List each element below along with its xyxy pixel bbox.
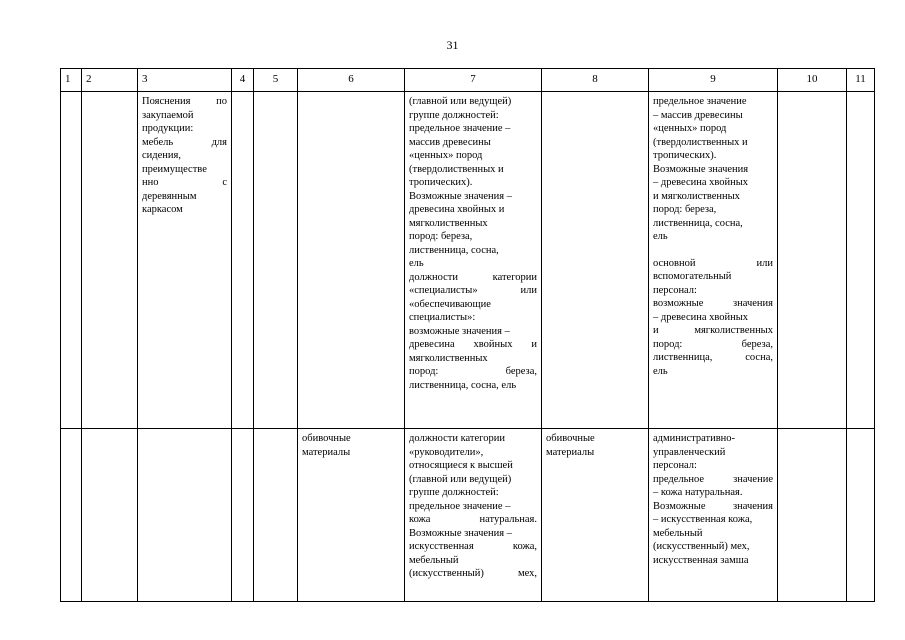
table-cell	[138, 429, 232, 602]
requirements-cell	[405, 92, 542, 429]
cell-line: сидения,	[142, 150, 181, 161]
table-cell	[61, 92, 82, 429]
cell-line: каркасом	[142, 204, 183, 215]
cell-line: пород: береза,	[409, 366, 537, 377]
cell-line: ель	[653, 231, 668, 242]
cell-line: (твердолиственных и	[409, 163, 504, 175]
column-number: 1	[61, 69, 82, 92]
table-cell	[847, 92, 875, 429]
cell-line: должности категории	[409, 433, 505, 444]
header-row	[61, 69, 875, 92]
cell-line: пород: береза,	[409, 231, 473, 242]
cell-line: искусственная кожа,	[409, 541, 537, 552]
cell-line: должности категории	[409, 271, 537, 283]
column-number: 5	[254, 69, 298, 92]
cell-line: «руководители»,	[409, 446, 484, 458]
cell-line: «обеспечивающие	[409, 298, 491, 310]
table-cell	[232, 92, 254, 429]
cell-line: – кожа натуральная.	[653, 487, 743, 498]
cell-line: деревянным	[142, 190, 197, 202]
column-number: 10	[778, 69, 847, 92]
cell-line: вспомогательный	[653, 271, 732, 282]
cell-line: (главной или ведущей)	[409, 96, 512, 107]
table-cell	[232, 429, 254, 602]
cell-line: персонал:	[653, 460, 697, 471]
cell-line: (искусственный) мех,	[653, 541, 750, 552]
column-number: 9	[649, 69, 778, 92]
cell-line: лиственница, сосна,	[653, 352, 773, 363]
cell-line: пород: береза,	[653, 204, 717, 215]
cell-line: Возможные значения –	[409, 190, 512, 202]
table-row	[61, 429, 875, 602]
cell-line: древесина хвойных и	[409, 204, 505, 215]
material-cell	[542, 429, 649, 602]
table-cell	[254, 429, 298, 602]
cell-line: лиственница, сосна, ель	[409, 379, 517, 391]
cell-line: (главной или ведущей)	[409, 473, 512, 485]
table-row	[61, 92, 875, 429]
table-cell	[847, 429, 875, 602]
cell-line: кожа натуральная.	[409, 514, 537, 525]
cell-line: специалисты»:	[409, 312, 476, 323]
cell-line: «специалисты» или	[409, 285, 537, 296]
cell-line: лиственница, сосна,	[409, 244, 499, 256]
cell-line: – древесина хвойных	[653, 311, 749, 323]
cell-line: древесина хвойных и	[409, 339, 537, 350]
cell-line: – древесина хвойных	[653, 177, 749, 188]
table-cell	[82, 92, 138, 429]
cell-line: персонал:	[653, 284, 697, 296]
cell-line: (твердолиственных и	[653, 136, 748, 148]
cell-line: Возможные значения	[653, 500, 773, 512]
cell-line: ель	[409, 258, 424, 269]
cell-line: материалы	[302, 446, 351, 458]
column-number: 8	[542, 69, 649, 92]
table-cell	[298, 92, 405, 429]
product-description-cell	[138, 92, 232, 429]
cell-line: управленческий	[653, 446, 726, 458]
cell-line: предельное значение –	[409, 123, 511, 134]
table-cell	[778, 92, 847, 429]
cell-line: мебельный	[409, 554, 459, 566]
paragraph-gap	[653, 244, 773, 257]
cell-line: Пояснения по	[142, 96, 227, 107]
cell-line: материалы	[546, 446, 595, 458]
column-number: 4	[232, 69, 254, 92]
cell-line: – искусственная кожа,	[653, 514, 753, 525]
material-cell	[298, 429, 405, 602]
table-cell	[61, 429, 82, 602]
column-number: 2	[82, 69, 138, 92]
cell-line: возможные значения –	[409, 325, 510, 337]
cell-line: основной или	[653, 257, 773, 269]
cell-line: тропических).	[409, 177, 473, 188]
cell-line: нно с	[142, 177, 227, 188]
cell-line: закупаемой	[142, 109, 194, 121]
cell-line: мебель для	[142, 136, 227, 148]
cell-line: преимуществе	[142, 163, 207, 175]
requirements-cell	[649, 92, 778, 429]
cell-line: «ценных» пород	[653, 123, 727, 134]
cell-line: лиственница, сосна,	[653, 217, 743, 229]
column-number: 3	[138, 69, 232, 92]
cell-line: – массив древесины	[653, 109, 743, 121]
cell-line: продукции:	[142, 123, 194, 134]
cell-line: относящиеся к высшей	[409, 460, 513, 471]
cell-line: предельное значение	[653, 96, 747, 107]
cell-line: Возможные значения –	[409, 527, 512, 539]
cell-line: группе должностей:	[409, 109, 499, 121]
cell-line: административно-	[653, 433, 736, 444]
page-number: 31	[446, 38, 459, 52]
column-number: 6	[298, 69, 405, 92]
cell-line: пород: береза,	[653, 338, 773, 350]
cell-line: мягколиственных	[409, 217, 488, 229]
cell-line: предельное значение –	[409, 500, 511, 512]
column-number: 7	[405, 69, 542, 92]
cell-line: и мягколиственных	[653, 190, 740, 202]
requirements-cell	[649, 429, 778, 602]
table-cell	[542, 92, 649, 429]
cell-line: обивочные	[302, 433, 351, 444]
specification-table	[60, 68, 875, 602]
table-cell	[254, 92, 298, 429]
cell-line: искусственная замша	[653, 554, 749, 566]
cell-line: ель	[653, 365, 668, 377]
cell-line: мягколиственных	[409, 352, 488, 364]
cell-line: мебельный	[653, 527, 703, 539]
cell-line: массив древесины	[409, 136, 491, 148]
cell-line: обивочные	[546, 433, 595, 444]
cell-line: «ценных» пород	[409, 150, 483, 161]
cell-line: (искусственный) мех,	[409, 568, 537, 579]
cell-line: предельное значение	[653, 473, 773, 485]
cell-line: тропических).	[653, 150, 717, 161]
column-number: 11	[847, 69, 875, 92]
requirements-cell	[405, 429, 542, 602]
table-cell	[82, 429, 138, 602]
table-cell	[778, 429, 847, 602]
cell-line: Возможные значения	[653, 163, 749, 175]
cell-line: возможные значения	[653, 298, 773, 309]
cell-line: и мягколиственных	[653, 325, 773, 336]
cell-line: группе должностей:	[409, 487, 499, 498]
